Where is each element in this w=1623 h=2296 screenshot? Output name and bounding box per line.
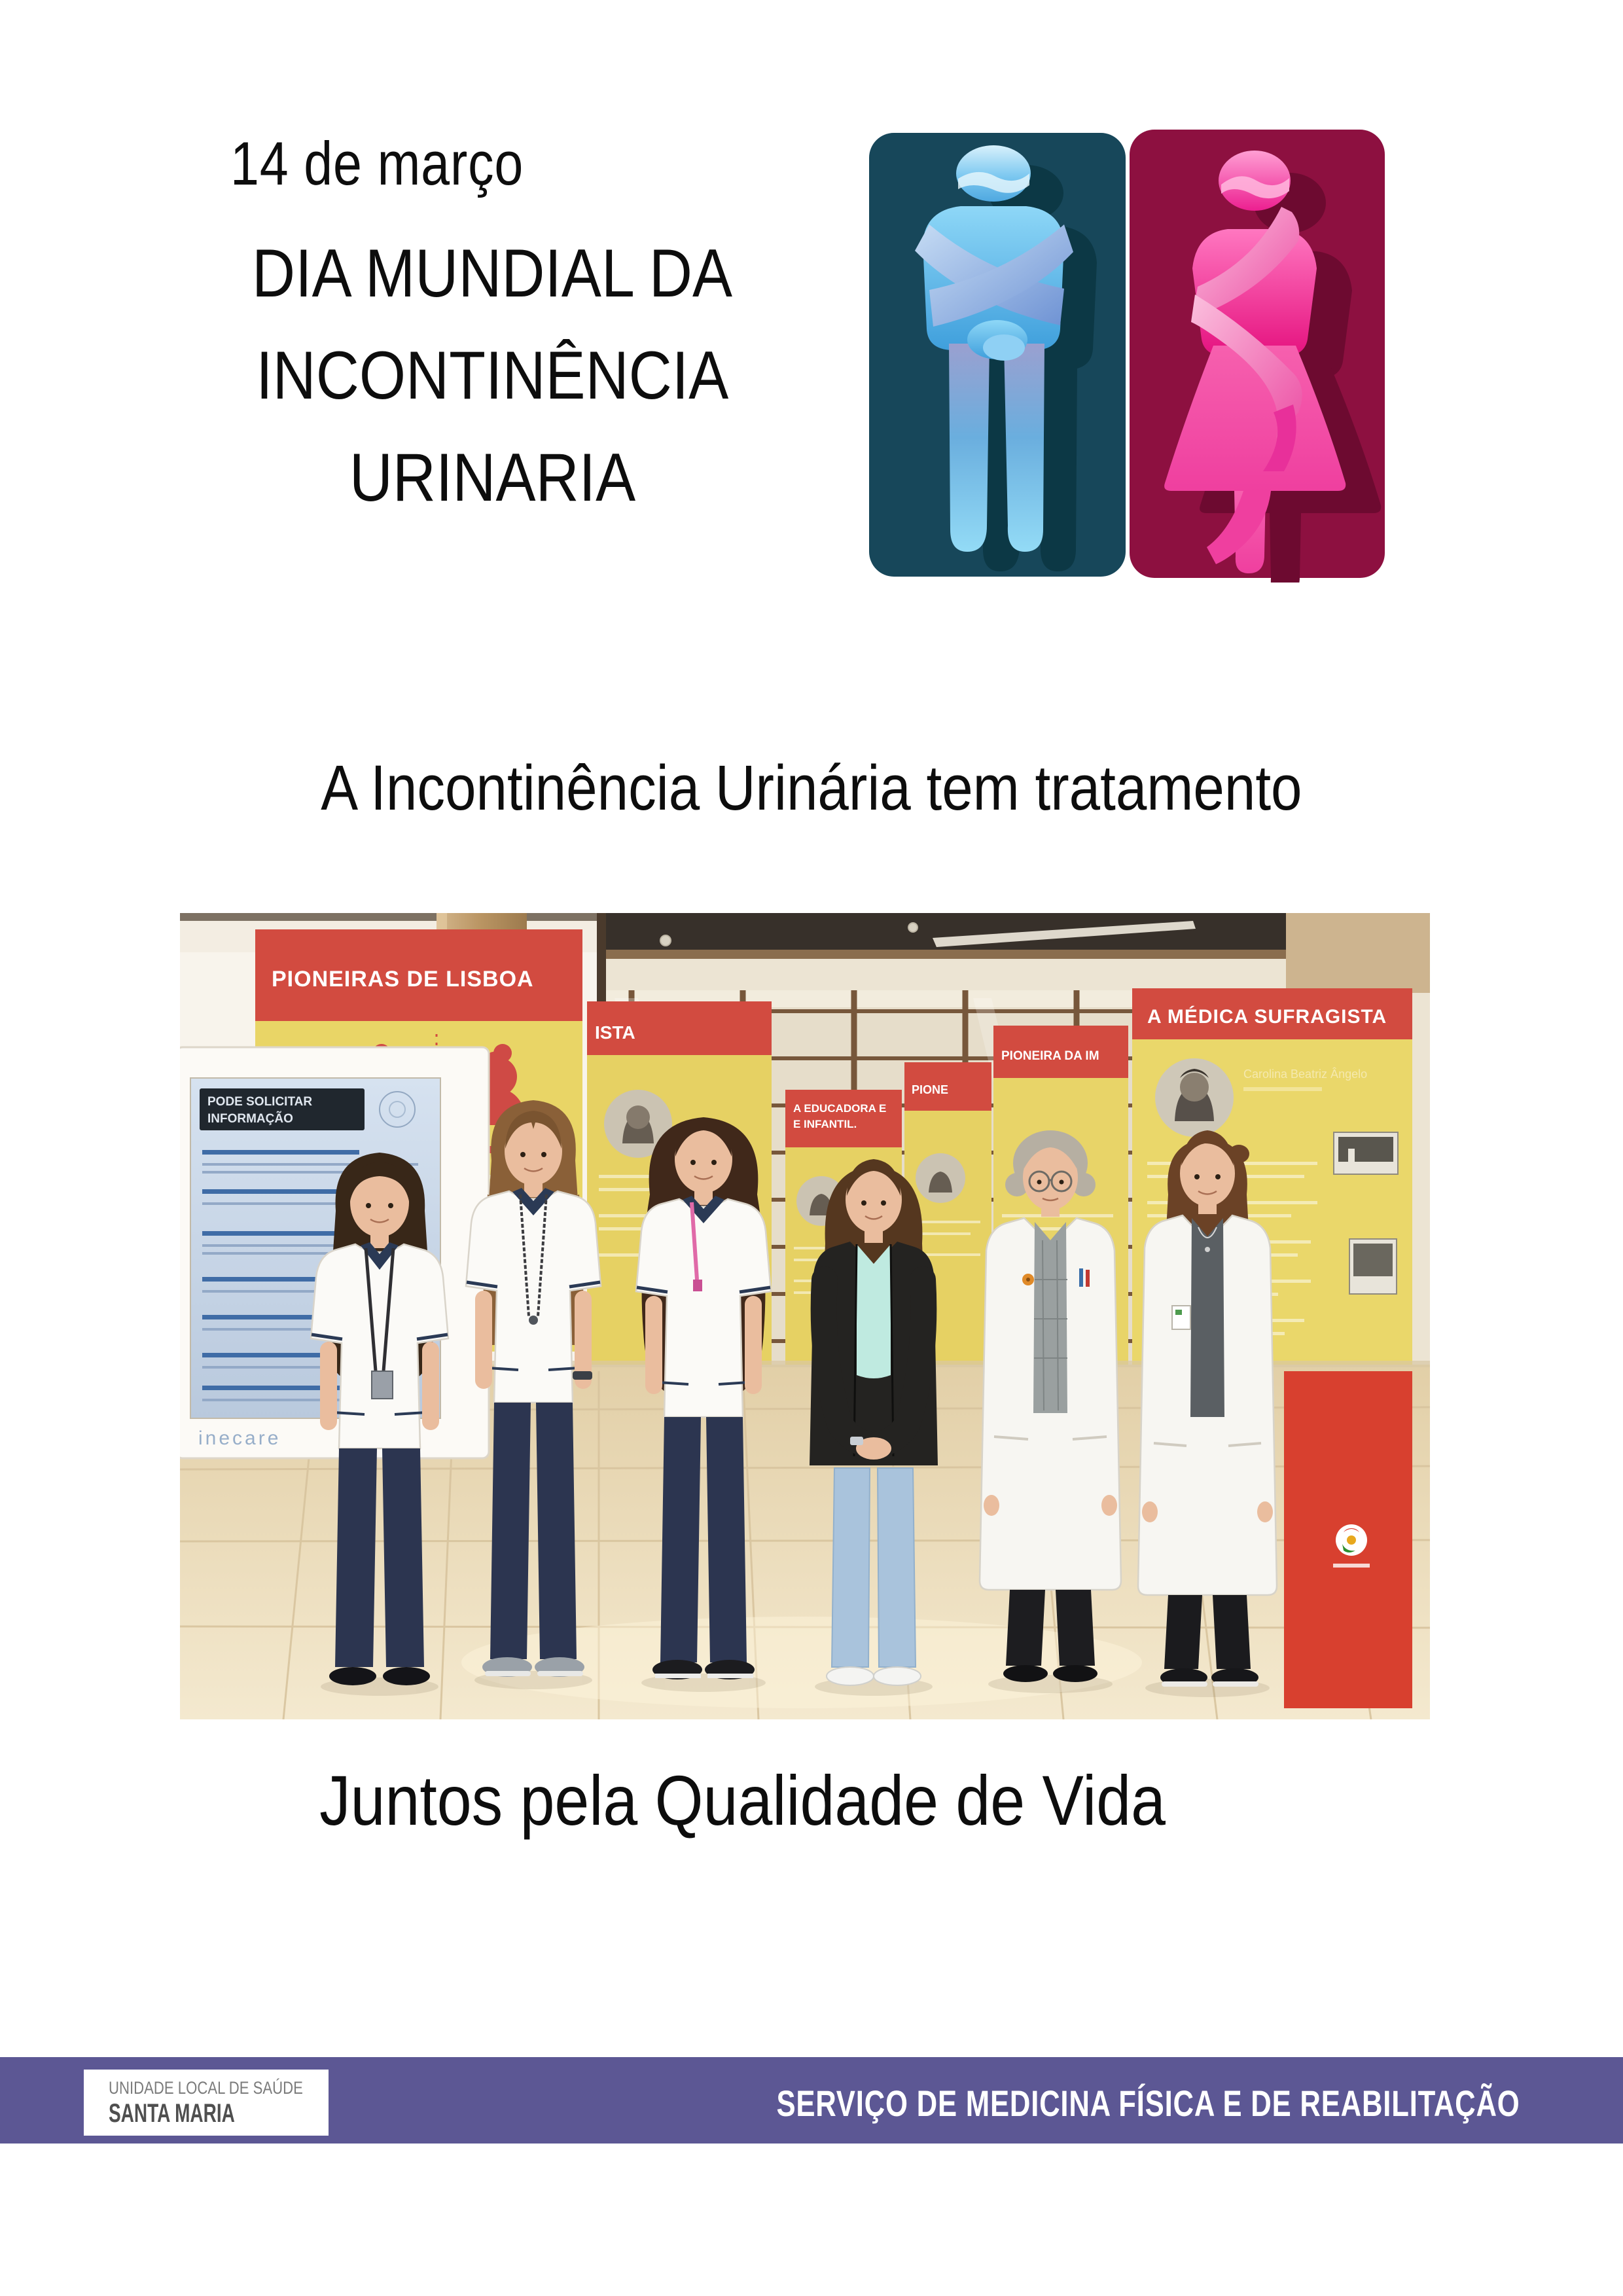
date-text: 14 de março [230,129,524,198]
bw-photo [1334,1132,1398,1174]
incontinence-pictogram [865,124,1415,583]
male-icon [869,133,1126,577]
panel-educadora-line2: E INFANTIL. [793,1118,857,1130]
main-title [105,223,880,529]
subtitle: A Incontinência Urinária tem tratamento [321,752,1302,823]
logo-line1: UNIDADE LOCAL DE SAÚDE [109,2077,303,2098]
logo-line2: SANTA MARIA [109,2098,235,2128]
event-photo [180,913,1430,1719]
title-line-1: DIA MUNDIAL DA [252,236,733,312]
panel-educadora-line1: A EDUCADORA E [793,1102,887,1115]
panel-imprensa-title: PIONEIRA DA IM [1001,1049,1099,1063]
hospital-hall-scene [180,913,1430,1719]
restroom-figures-icon [865,124,1415,583]
panel-sufragista-title: A MÉDICA SUFRAGISTA [1147,1006,1387,1028]
panel-pione-title: PIONE [912,1083,949,1096]
marble-pillar [1286,913,1430,993]
kiosk-header-line1: PODE SOLICITAR [207,1095,313,1109]
footer-bar [0,2057,1623,2144]
panel-sufragista-name: Carolina Beatriz Ângelo [1243,1067,1368,1081]
red-rollup-panel [1284,1371,1412,1708]
logo-text [109,2079,346,2126]
kiosk-brand-text: inecare [198,1427,281,1449]
date-heading [230,128,580,199]
female-icon [1130,130,1385,583]
title-line-3: URINARIA [349,440,636,516]
title-line-2: INCONTINÊNCIA [256,338,729,414]
org-logo-box [84,2070,329,2136]
service-title: SERVIÇO DE MEDICINA FÍSICA E DE REABILITAÇÃO [776,2083,1520,2124]
bw-photo [1349,1239,1397,1294]
panel-pioneiras-title: PIONEIRAS DE LISBOA [272,967,534,992]
panel-ista-title: ISTA [595,1022,635,1043]
tagline: Juntos pela Qualidade de Vida [319,1761,1166,1840]
kiosk-header-line2: INFORMAÇÃO [207,1112,293,1126]
